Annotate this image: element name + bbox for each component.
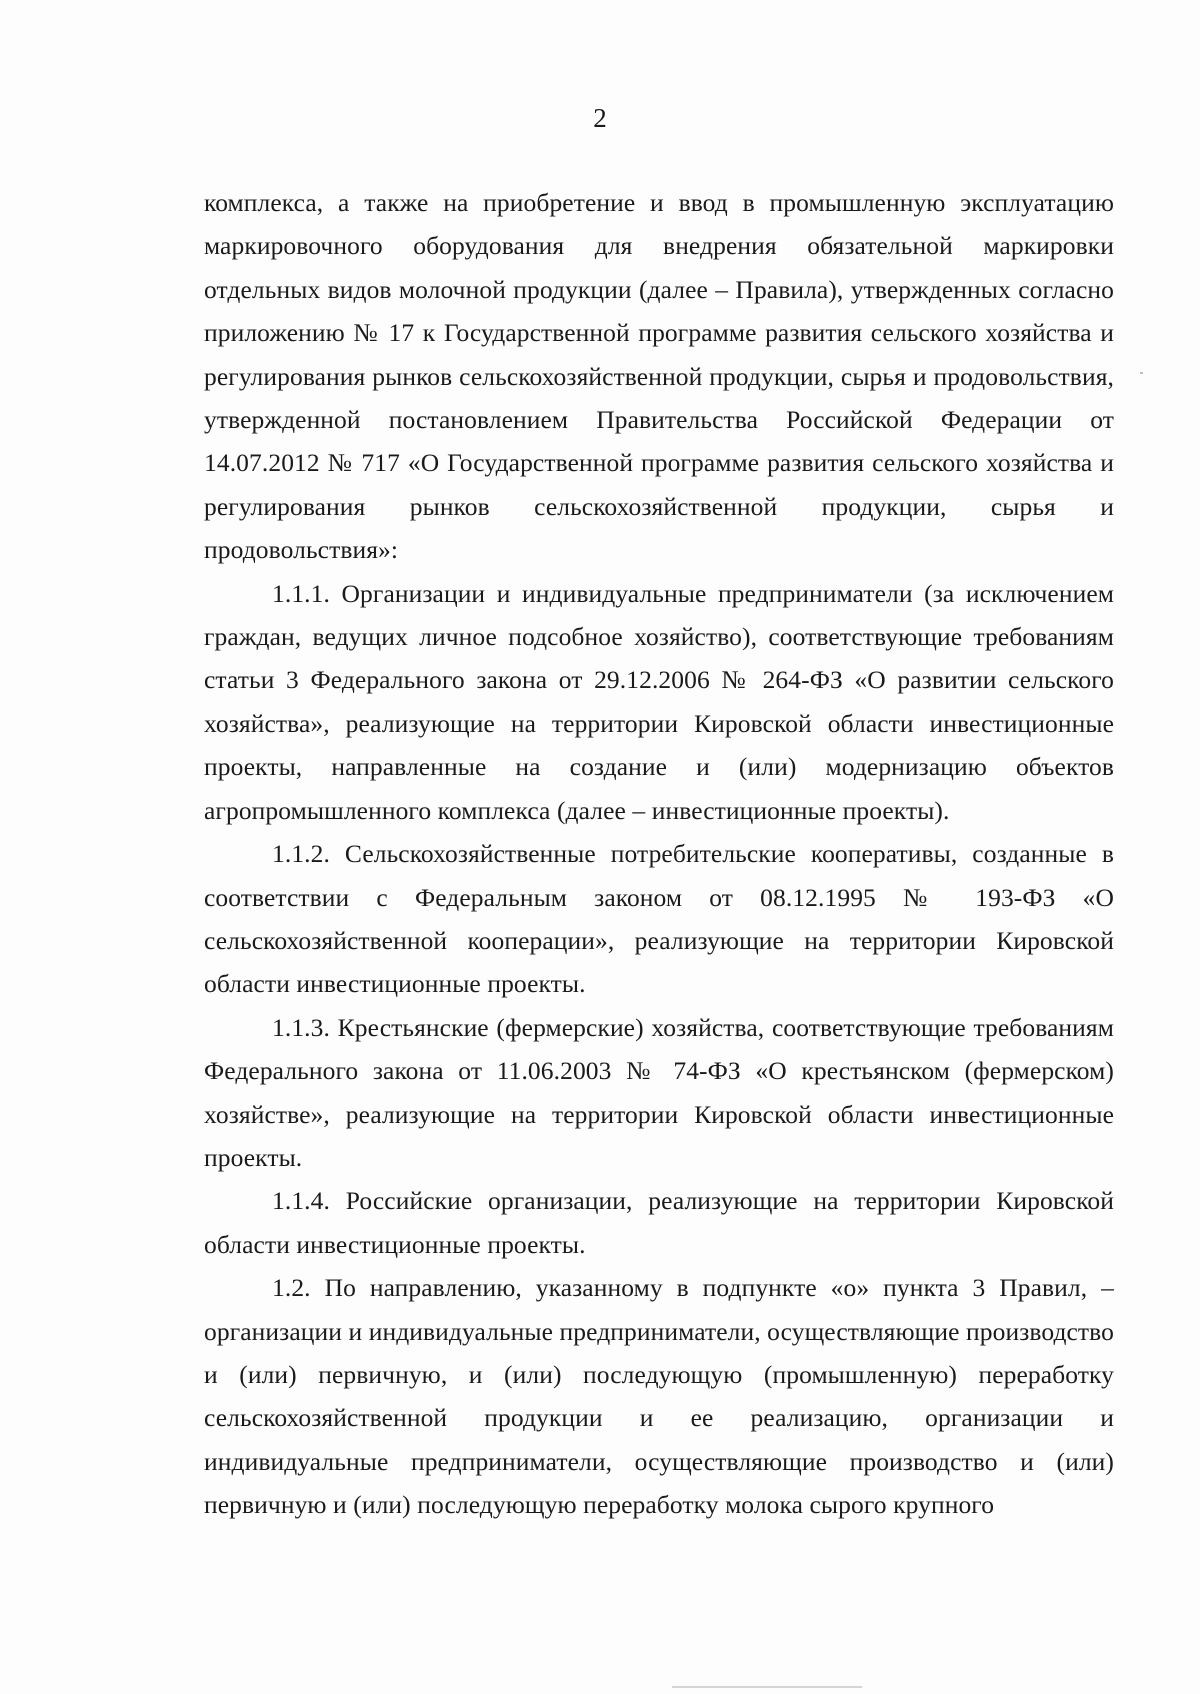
- scan-artifact-mark: [1140, 372, 1143, 374]
- paragraph-1-1-4: 1.1.4. Российские организации, реализующие на территории Кировской области инвестиционные проекты.: [204, 1186, 1114, 1259]
- paragraph-1-1-3: 1.1.3. Крестьянские (фермерские) хозяйства, соответствующие требованиям Федерального закона от 11.06.2003 № 74-ФЗ «О крестьянском (фермерском) хозяйстве», реализующие на территории Кировской области инвестиционные проекты.: [204, 1012, 1114, 1172]
- page-number: 2: [593, 103, 607, 133]
- document-body: [204, 181, 1114, 1527]
- paragraph-intro-continuation: комплекса, а также на приобретение и ввод в промышленную эксплуатацию маркировочного оборудования для внедрения обязательной маркировки отдельных видов молочной продукции (далее – Правила), утвержденных согласно приложению № 17 к Государственной программе развития сельского хозяйства и регулирования рынков сельскохозяйственной продукции, сырья и продовольствия, утвержденной постановлением Правительства Российской Федерации от 14.07.2012 № 717 «О Государственной программе развития сельского хозяйства и регулирования рынков сельскохозяйственной продукции, сырья и продовольствия»:: [204, 188, 1114, 565]
- paragraph-1-1-2: 1.1.2. Сельскохозяйственные потребительские кооперативы, созданные в соответствии с Федеральным законом от 08.12.1995 № 193-ФЗ «О сельскохозяйственной кооперации», реализующие на территории Кировской области инвестиционные проекты.: [204, 839, 1114, 999]
- paragraph-1-2: 1.2. По направлению, указанному в подпункте «о» пункта 3 Правил, – организации и индивидуальные предприниматели, осуществляющие производство и (или) первичную, и (или) последующую (промышленную) переработку сельскохозяйственной продукции и ее реализацию, организации и индивидуальные предприниматели, осуществляющие производство и (или) первичную и (или) последующую переработку молока сырого крупного: [204, 1273, 1114, 1520]
- scan-artifact-mark: [672, 1686, 862, 1688]
- paragraph-1-1-1: 1.1.1. Организации и индивидуальные предприниматели (за исключением граждан, ведущих личное подсобное хозяйство), соответствующие требованиям статьи 3 Федерального закона от 29.12.2006 № 264-ФЗ «О развитии сельского хозяйства», реализующие на территории Кировской области инвестиционные проекты, направленные на создание и (или) модернизацию объектов агропромышленного комплекса (далее – инвестиционные проекты).: [204, 578, 1114, 825]
